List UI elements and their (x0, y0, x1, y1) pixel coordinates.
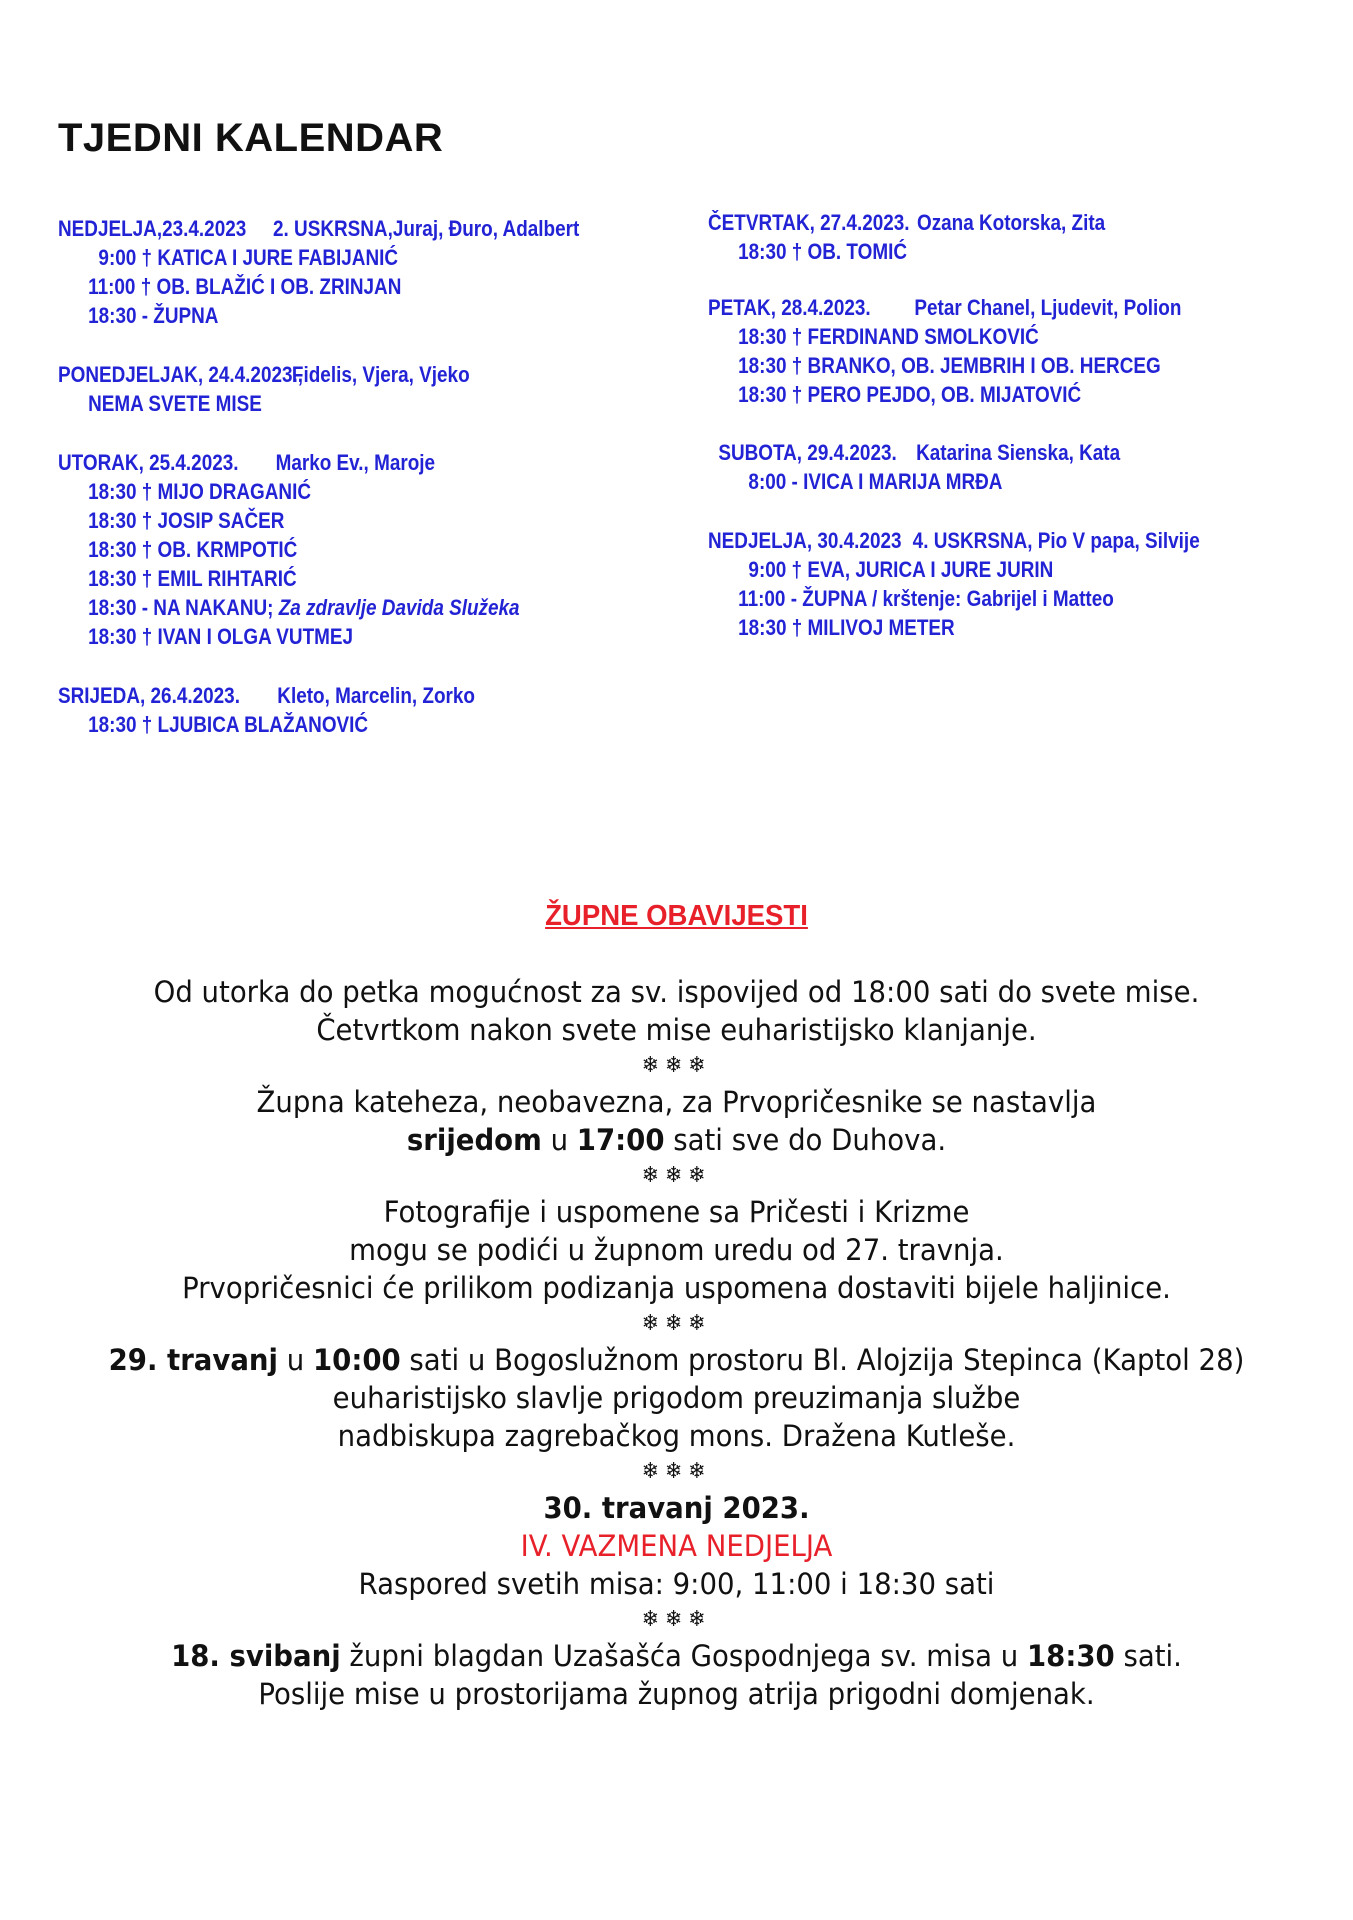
mass-entry: 9:00 † KATICA I JURE FABIJANIĆ (98, 245, 399, 270)
day-heading: ČETVRTAK, 27.4.2023. (708, 210, 910, 235)
day-saints: Marko Ev., Maroje (275, 450, 436, 475)
separator-stars-icon: ❄❄❄ (641, 1163, 712, 1188)
notice-text: u (541, 1123, 577, 1157)
notice-line (34, 1637, 1319, 1675)
notice-line-red: IV. VAZMENA NEDJELJA (520, 1529, 833, 1563)
notice-bold: srijedom (406, 1123, 542, 1157)
mass-entry (88, 595, 519, 621)
mass-entry-intention: 18:30 - NA NAKANU; (88, 595, 274, 620)
day-saints: 2. USKRSNA,Juraj, Đuro, Adalbert (273, 216, 580, 241)
separator-stars-icon: ❄❄❄ (641, 1311, 712, 1336)
day-heading: PETAK, 28.4.2023. (708, 295, 871, 320)
notice-line: Prvopričesnici će prilikom podizanja uspomena dostaviti bijele haljinice. (182, 1271, 1171, 1305)
mass-entry: 11:00 - ŽUPNA / krštenje: Gabrijel i Matteo (738, 586, 1114, 611)
notice-line (34, 1489, 1319, 1527)
notice-line: Raspored svetih misa: 9:00, 11:00 i 18:30 sati (358, 1567, 995, 1601)
notice-line: Župna kateheza, neobavezna, za Prvopričesnike se nastavlja (256, 1085, 1097, 1119)
notice-line: mogu se podići u župnom uredu od 27. travnja. (349, 1233, 1004, 1267)
day-heading: NEDJELJA, 30.4.2023 (708, 528, 902, 553)
mass-entry: 11:00 † OB. BLAŽIĆ I OB. ZRINJAN (88, 274, 402, 299)
notice-text: sati. (1114, 1639, 1182, 1673)
day-saints: 4. USKRSNA, Pio V papa, Silvije (912, 528, 1200, 553)
mass-entry: 18:30 † PERO PEJDO, OB. MIJATOVIĆ (738, 382, 1082, 407)
day-heading: SUBOTA, 29.4.2023. (718, 440, 897, 465)
notice-text: sati sve do Duhova. (664, 1123, 947, 1157)
mass-entry: NEMA SVETE MISE (88, 391, 262, 416)
notice-text: u (277, 1343, 313, 1377)
notice-bold: 17:00 (576, 1123, 665, 1157)
day-saints: Fidelis, Vjera, Vjeko (291, 362, 470, 387)
day-heading: PONEDJELJAK, 24.4.2023., (58, 362, 304, 387)
mass-entry: 18:30 † BRANKO, OB. JEMBRIH I OB. HERCEG (738, 353, 1161, 378)
day-heading: SRIJEDA, 26.4.2023. (58, 683, 240, 708)
separator-stars-icon: ❄❄❄ (641, 1459, 712, 1484)
notice-line (34, 1121, 1319, 1159)
notice-text: sati u Bogoslužnom prostoru Bl. Alojzija Stepinca (Kaptol 28) (400, 1343, 1245, 1377)
notice-line: Fotografije i uspomene sa Pričesti i Krizme (383, 1195, 970, 1229)
day-saints: Katarina Sienska, Kata (916, 440, 1121, 465)
mass-entry: 18:30 † MILIVOJ METER (738, 615, 955, 640)
mass-entry: 18:30 † JOSIP SAČER (88, 508, 285, 533)
notice-bold: 18. svibanj (171, 1639, 341, 1673)
mass-entry: 18:30 † EMIL RIHTARIĆ (88, 566, 297, 591)
day-heading: UTORAK, 25.4.2023. (58, 450, 239, 475)
day-heading: NEDJELJA,23.4.2023 (58, 216, 247, 241)
day-saints: Petar Chanel, Ljudevit, Polion (914, 295, 1182, 320)
notice-text: župni blagdan Uzašašća Gospodnjega sv. misa u (340, 1639, 1028, 1673)
notice-line: Od utorka do petka mogućnost za sv. ispovijed od 18:00 sati do svete mise. (153, 975, 1200, 1009)
separator-stars-icon: ❄❄❄ (641, 1053, 712, 1078)
mass-entry: 18:30 † IVAN I OLGA VUTMEJ (88, 624, 354, 649)
notice-line: Poslije mise u prostorijama župnog atrija prigodni domjenak. (258, 1677, 1095, 1711)
mass-entry: 18:30 † MIJO DRAGANIĆ (88, 479, 312, 504)
notice-line (34, 1341, 1319, 1379)
notice-bold: 18:30 (1027, 1639, 1115, 1673)
notice-bold: 30. travanj 2023. (543, 1491, 810, 1525)
mass-entry: 18:30 † OB. KRMPOTIĆ (88, 537, 298, 562)
mass-entry: 18:30 † LJUBICA BLAŽANOVIĆ (88, 712, 369, 737)
notice-line: Četvrtkom nakon svete mise euharistijsko klanjanje. (316, 1013, 1037, 1047)
mass-entry-note: Za zdravlje Davida Služeka (278, 595, 520, 620)
notices-title: ŽUPNE OBAVIJESTI (545, 900, 808, 932)
page-title: TJEDNI KALENDAR (58, 116, 444, 160)
day-saints: Kleto, Marcelin, Zorko (277, 683, 475, 708)
separator-stars-icon: ❄❄❄ (641, 1607, 712, 1632)
mass-entry: 18:30 - ŽUPNA (88, 303, 219, 328)
day-saints: Ozana Kotorska, Zita (916, 210, 1106, 235)
mass-entry: 18:30 † FERDINAND SMOLKOVIĆ (738, 324, 1039, 349)
mass-entry: 8:00 - IVICA I MARIJA MRĐA (748, 469, 1003, 494)
mass-entry: 18:30 † OB. TOMIĆ (738, 239, 908, 264)
notice-bold: 10:00 (312, 1343, 401, 1377)
mass-entry: 9:00 † EVA, JURICA I JURE JURIN (748, 557, 1054, 582)
notice-line: nadbiskupa zagrebačkog mons. Dražena Kutleše. (337, 1419, 1016, 1453)
parish-notices (34, 900, 1319, 1713)
notice-line: euharistijsko slavlje prigodom preuzimanja službe (332, 1381, 1021, 1415)
notice-bold: 29. travanj (108, 1343, 278, 1377)
